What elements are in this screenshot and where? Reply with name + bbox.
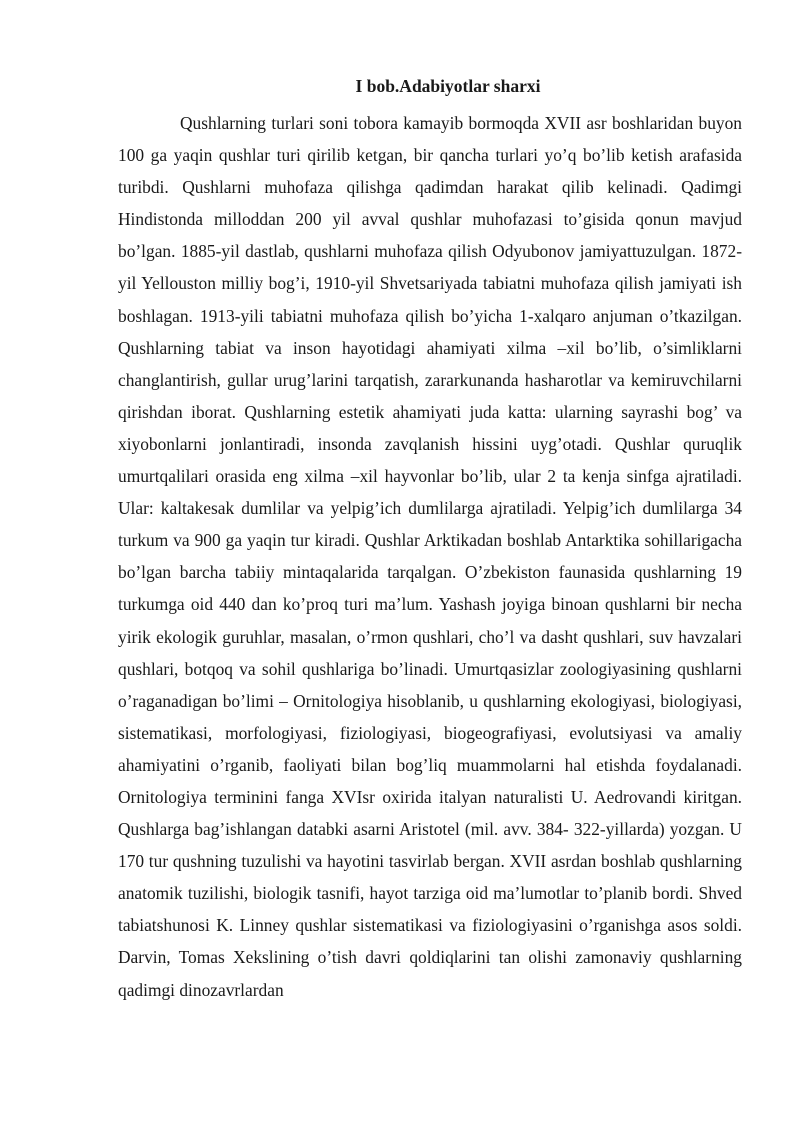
document-page — [118, 74, 742, 1006]
section-title: I bob.Adabiyotlar sharxi — [355, 76, 541, 96]
body-paragraph: Qushlarning turlari soni tobora kamayib bormoqda XVII asr boshlaridan buyon 100 ga yaqin qushlar turi qirilib ketgan, bir qancha turlari yo’q bo’lib ketish arafasida turibdi. Qushlarni muhofaza qilishga qadimdan harakat qilib kelinadi. Qadimgi Hindistonda milloddan 200 yil avval qushlar muhofazasi to’gisida qonun mavjud bo’lgan. 1885-yil dastlab, qushlarni muhofaza qilish Odyubonov jamiyattuzulgan. 1872-yil Yellouston milliy bog’i, 1910-yil Shvetsariyada tabiatni muhofaza qilish jamiyati ish boshlagan. 1913-yili tabiatni muhofaza qilish bo’yicha 1-xalqaro anjuman o’tkazilgan. Qushlarning tabiat va inson hayotidagi ahamiyati xilma –xil bo’lib, o’simliklarni changlantirish, gullar urug’larini tarqatish, zararkunanda hasharotlar va kemiruvchilarni qirishdan iborat. Qushlarning estetik ahamiyati juda katta: ularning sayrashi bog’ va xiyobonlarni jonlantiradi, insonda zavqlanish hissini uyg’otadi. Qushlar quruqlik umurtqalilari orasida eng xilma –xil hayvonlar bo’lib, ular 2 ta kenja sinfga ajratiladi. Ular: kaltakesak dumlilar va yelpig’ich dumlilarga ajratiladi. Yelpig’ich dumlilarga 34 turkum va 900 ga yaqin tur kiradi. Qushlar Arktikadan boshlab Antarktika sohillarigacha bo’lgan barcha tabiiy mintaqalarida tarqalgan. O’zbekiston faunasida qushlarning 19 turkumga oid 440 dan ko’proq turi ma’lum. Yashash joyiga binoan qushlarni bir necha yirik ekologik guruhlar, masalan, o’rmon qushlari, cho’l va dasht qushlari, suv havzalari qushlari, botqoq va sohil qushlariga bo’linadi. Umurtqasizlar zoologiyasining qushlarni o’raganadigan bo’limi – Ornitologiya hisoblanib, u qushlarning ekologiyasi, biologiyasi, sistematikasi, morfologiyasi, fiziologiyasi, biogeografiyasi, evolutsiyasi va amaliy ahamiyatini o’rganib, faoliyati bilan bog’liq muammolarni hal etishda foydalanadi. Ornitologiya terminini fanga XVIsr oxirida italyan naturalisti U. Aedrovandi kiritgan. Qushlarga bag’ishlangan databki asarni Aristotel (mil. avv. 384- 322-yillarda) yozgan. U 170 tur qushning tuzulishi va hayotini tasvirlab bergan. XVII asrdan boshlab qushlarning anatomik tuzilishi, biologik tasnifi, hayot tarziga oid ma’lumotlar to’planib bordi. Shved tabiatshunosi K. Linney qushlar sistematikasi va fiziologiyasini o’rganishga asos soldi. Darvin, Tomas Xekslining o’tish davri qoldiqlarini tan olishi zamonaviy qushlarning qadimgi dinozavrlardan — [118, 113, 742, 1000]
